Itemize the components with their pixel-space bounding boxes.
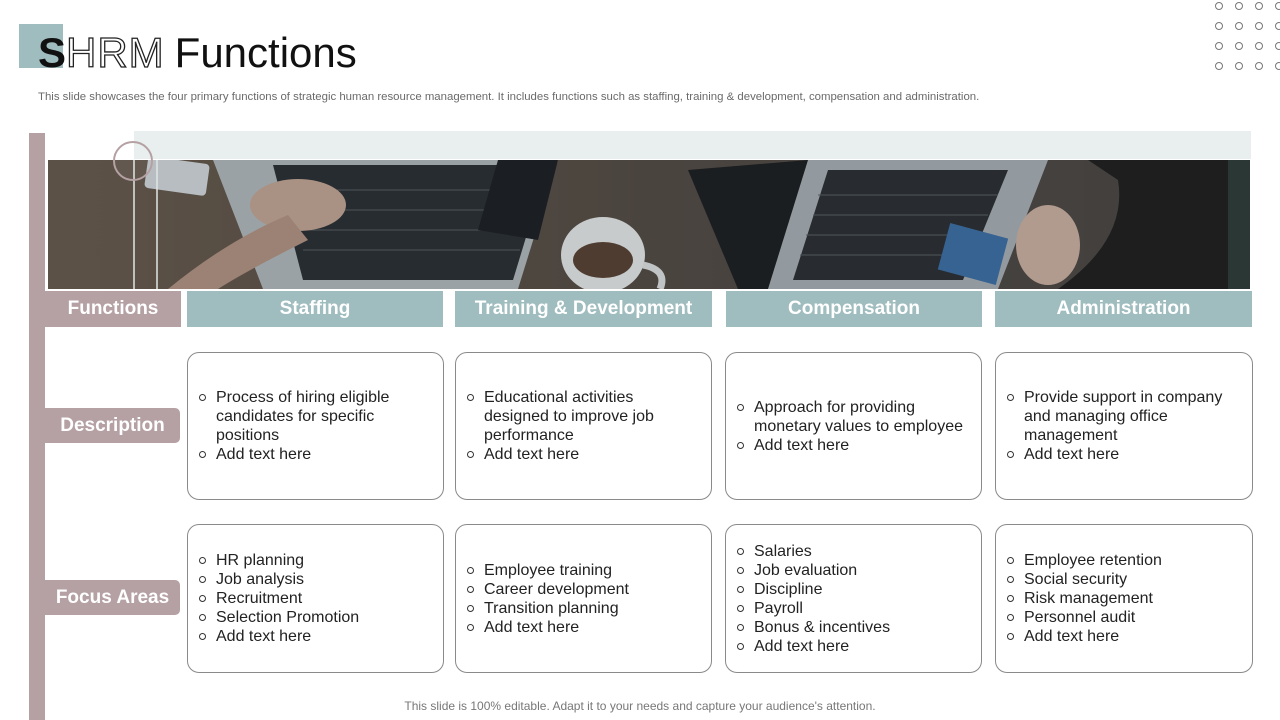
left-accent-bar xyxy=(29,133,45,720)
slide-subtitle: This slide showcases the four primary functions of strategic human resource management. It includes functions such as staffing, training & development, compensation and administration. xyxy=(38,91,980,103)
bullet-item: HR planning xyxy=(198,551,429,570)
bullet-item: Add text here xyxy=(466,618,697,637)
focus-card-staffing xyxy=(187,524,444,673)
bullet-item: Payroll xyxy=(736,599,967,618)
bullet-item: Transition planning xyxy=(466,599,697,618)
dot-icon xyxy=(1255,62,1263,70)
bullet-item: Add text here xyxy=(1006,445,1238,464)
dot-icon xyxy=(1275,2,1280,10)
dot-icon xyxy=(1235,42,1243,50)
bullet-item: Salaries xyxy=(736,542,967,561)
focus-card-administration xyxy=(995,524,1253,673)
dot-icon xyxy=(1215,62,1223,70)
banner-background xyxy=(134,131,1251,159)
bullet-item: Selection Promotion xyxy=(198,608,429,627)
dot-icon xyxy=(1275,62,1280,70)
dot-icon xyxy=(1255,2,1263,10)
dot-icon xyxy=(1235,2,1243,10)
laptops-photo xyxy=(48,160,1250,289)
dot-icon xyxy=(1235,22,1243,30)
bullet-item: Bonus & incentives xyxy=(736,618,967,637)
bullet-item: Approach for providing monetary values to employee xyxy=(736,398,967,436)
bullet-item: Add text here xyxy=(736,436,967,455)
bullet-item: Recruitment xyxy=(198,589,429,608)
footer-note: This slide is 100% editable. Adapt it to your needs and capture your audience's attention. xyxy=(404,699,876,713)
bullet-item: Add text here xyxy=(736,637,967,656)
page-title: SHRM Functions xyxy=(38,29,357,76)
dot-icon xyxy=(1215,2,1223,10)
dot-icon xyxy=(1275,42,1280,50)
decorative-dots xyxy=(1210,0,1280,76)
bullet-item: Educational activities designed to improve job performance xyxy=(466,388,697,445)
description-card-compensation xyxy=(725,352,982,500)
dot-icon xyxy=(1275,22,1280,30)
bullet-item: Employee training xyxy=(466,561,697,580)
bullet-item: Risk management xyxy=(1006,589,1238,608)
bullet-item: Career development xyxy=(466,580,697,599)
focus-card-training xyxy=(455,524,712,673)
dot-icon xyxy=(1255,42,1263,50)
bullet-item: Job evaluation xyxy=(736,561,967,580)
bullet-item: Provide support in company and managing office management xyxy=(1006,388,1238,445)
bullet-item: Add text here xyxy=(198,627,429,646)
header-staffing: Staffing xyxy=(187,291,443,327)
header-administration: Administration xyxy=(995,291,1252,327)
bullet-item: Job analysis xyxy=(198,570,429,589)
dot-icon xyxy=(1215,22,1223,30)
description-card-training xyxy=(455,352,712,500)
dot-icon xyxy=(1215,42,1223,50)
header-functions: Functions xyxy=(45,291,181,327)
bullet-item: Personnel audit xyxy=(1006,608,1238,627)
bullet-item: Add text here xyxy=(1006,627,1238,646)
description-card-administration xyxy=(995,352,1253,500)
focus-card-compensation xyxy=(725,524,982,673)
bullet-item: Discipline xyxy=(736,580,967,599)
decorative-ring xyxy=(113,141,153,181)
bullet-item: Employee retention xyxy=(1006,551,1238,570)
bullet-item: Social security xyxy=(1006,570,1238,589)
header-training-development: Training & Development xyxy=(455,291,712,327)
dot-icon xyxy=(1235,62,1243,70)
bullet-item: Add text here xyxy=(466,445,697,464)
description-card-staffing xyxy=(187,352,444,500)
row-label-description: Description xyxy=(45,408,180,443)
header-compensation: Compensation xyxy=(726,291,982,327)
dot-icon xyxy=(1255,22,1263,30)
row-label-focus-areas: Focus Areas xyxy=(45,580,180,615)
bullet-item: Add text here xyxy=(198,445,429,464)
bullet-item: Process of hiring eligible candidates for specific positions xyxy=(198,388,429,445)
